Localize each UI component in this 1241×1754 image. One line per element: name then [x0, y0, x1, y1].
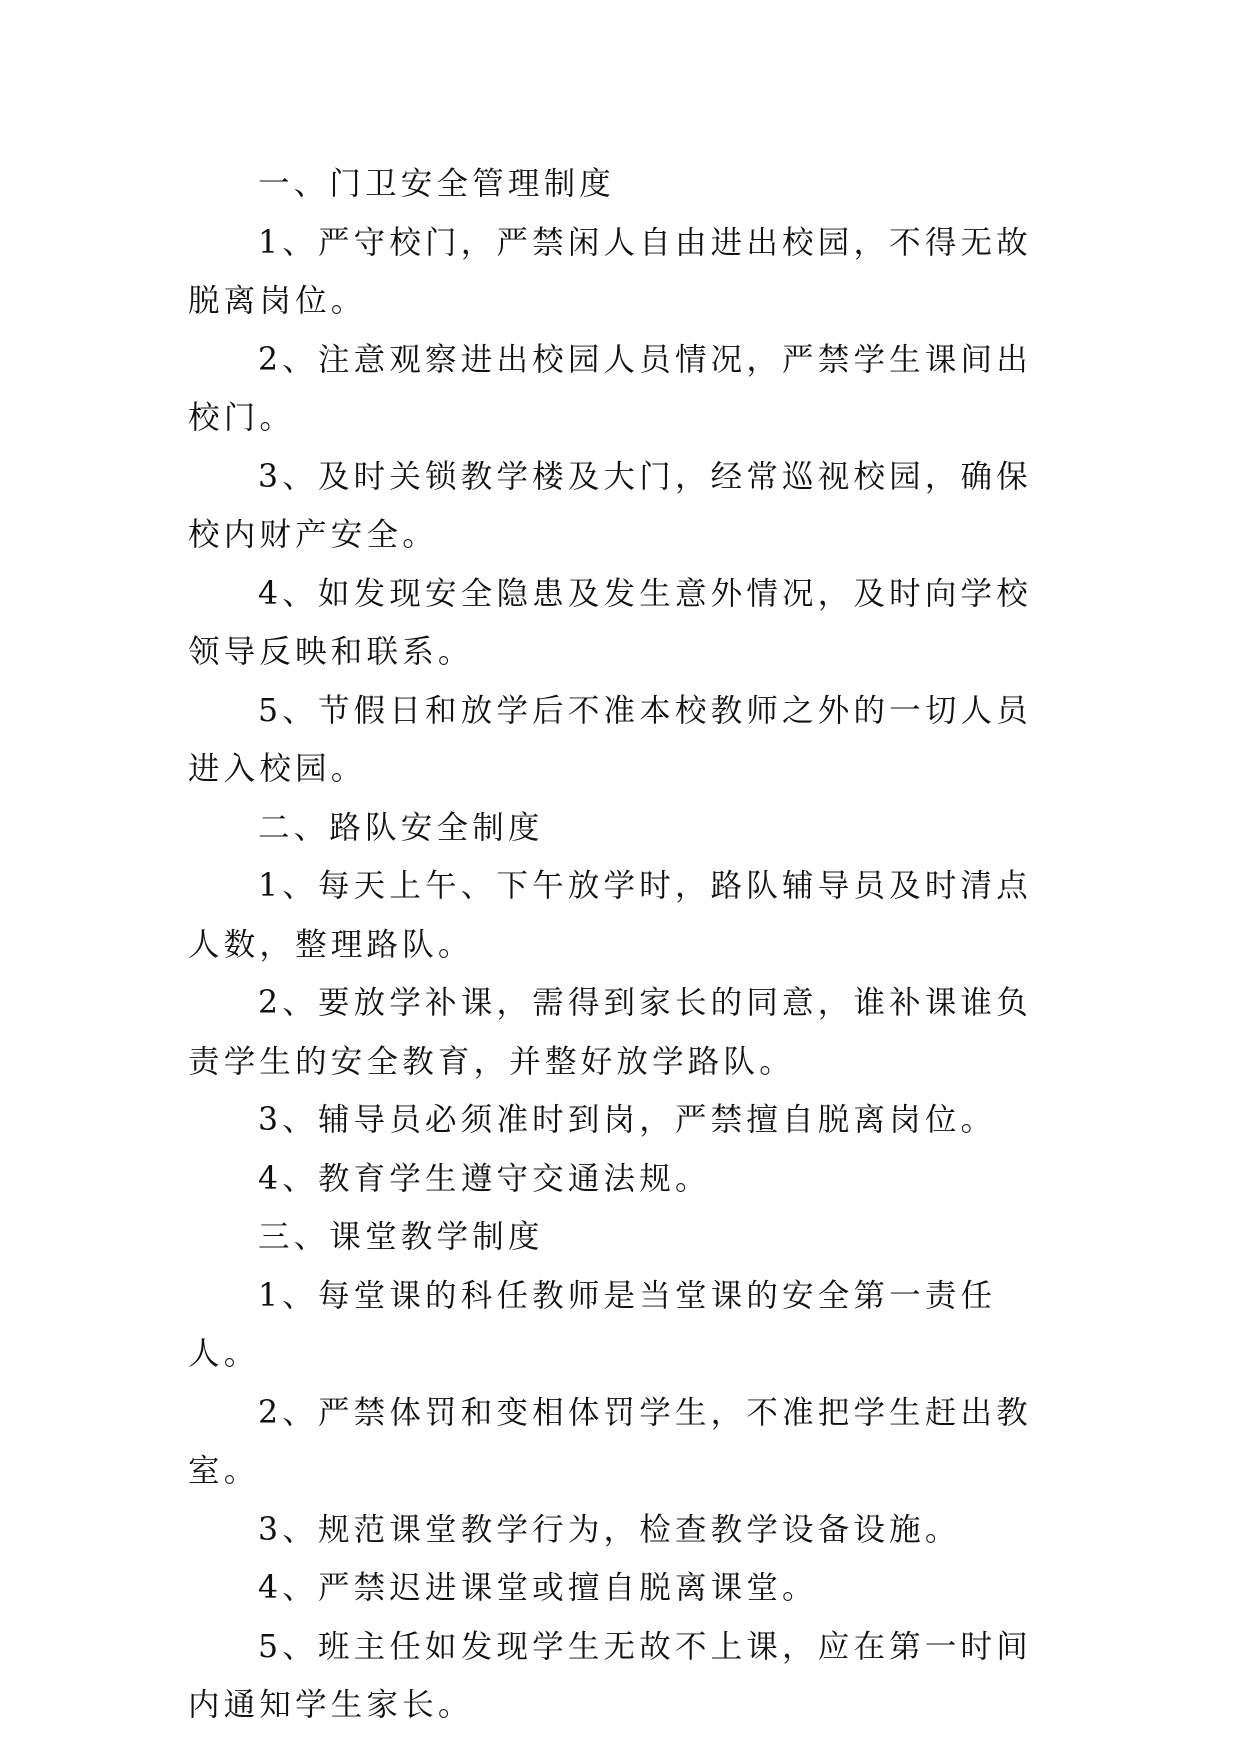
gate-rule-2: 2、注意观察进出校园人员情况，严禁学生课间出校门。 [188, 341, 1032, 436]
classroom-rule-4: 4、严禁迟进课堂或擅自脱离课堂。 [258, 1570, 818, 1606]
classroom-rule-1: 1、每堂课的科任教师是当堂课的安全第一责任人。 [188, 1277, 997, 1372]
gate-rule-3: 3、及时关锁教学楼及大门，经常巡视校园，确保校内财产安全。 [188, 458, 1032, 553]
road-rule-1: 1、每天上午、下午放学时，路队辅导员及时清点人数，整理路队。 [188, 868, 1032, 963]
classroom-rule-3: 3、规范课堂教学行为，检查教学设备设施。 [258, 1511, 961, 1548]
gate-rule-5: 5、节假日和放学后不准本校教师之外的一切人员进入校园。 [188, 692, 1032, 787]
document-body [188, 155, 1058, 1735]
classroom-rule-5: 5、班主任如发现学生无故不上课，应在第一时间内通知学生家长。 [188, 1628, 1032, 1723]
section-heading-gate-security: 一、门卫安全管理制度 [258, 166, 616, 202]
road-rule-3: 3、辅导员必须准时到岗，严禁擅自脱离岗位。 [258, 1102, 997, 1138]
section-heading-road-team: 二、路队安全制度 [258, 809, 544, 846]
gate-rule-1: 1、严守校门，严禁闲人自由进出校园，不得无故脱离岗位。 [188, 224, 1032, 319]
gate-rule-4: 4、如发现安全隐患及发生意外情况，及时向学校领导反映和联系。 [188, 575, 1032, 670]
road-rule-4: 4、教育学生遵守交通法规。 [258, 1160, 711, 1197]
section-heading-classroom: 三、课堂教学制度 [258, 1219, 544, 1255]
classroom-rule-2: 2、严禁体罚和变相体罚学生，不准把学生赶出教室。 [188, 1394, 1032, 1489]
road-rule-2: 2、要放学补课，需得到家长的同意，谁补课谁负责学生的安全教育，并整好放学路队。 [188, 985, 1032, 1080]
